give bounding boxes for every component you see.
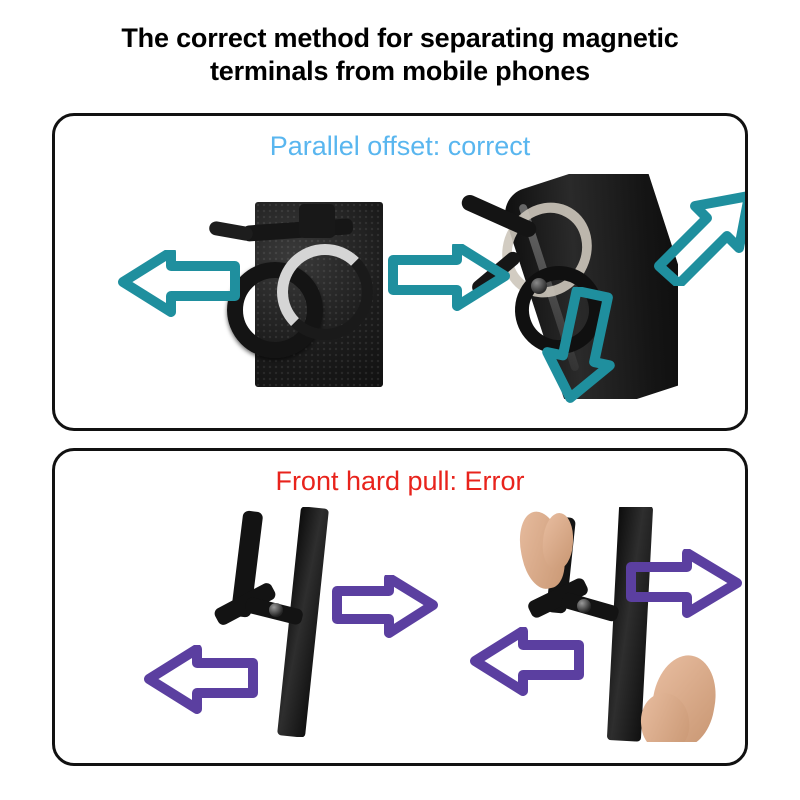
page-title-line-1: The correct method for separating magnetic: [121, 23, 679, 53]
panel-label-correct: Parallel offset: correct: [269, 131, 531, 161]
panel-label-error: Front hard pull: Error: [275, 466, 525, 496]
panel-correct-body: [55, 162, 745, 412]
mount-screw-left: [269, 603, 283, 617]
page-title-line-2: terminals from mobile phones: [210, 56, 590, 86]
panel-front-hard-pull-error: [52, 448, 748, 766]
mount-screw-right: [577, 599, 591, 613]
mount-screw-side: [531, 278, 547, 294]
photo-magnetic-ring-front: [203, 184, 388, 389]
mount-clamp-head: [299, 204, 335, 238]
panel-parallel-offset-correct: [52, 113, 748, 431]
mount-clamp-tail: [208, 220, 254, 241]
photo-hard-pull-left: [185, 507, 395, 737]
page-title: [0, 0, 800, 94]
magnet-ring-silver: [277, 244, 373, 340]
panel-error-body: [55, 497, 745, 747]
photo-hard-pull-right: [465, 507, 720, 742]
photo-magnetic-ring-side: [453, 174, 678, 399]
